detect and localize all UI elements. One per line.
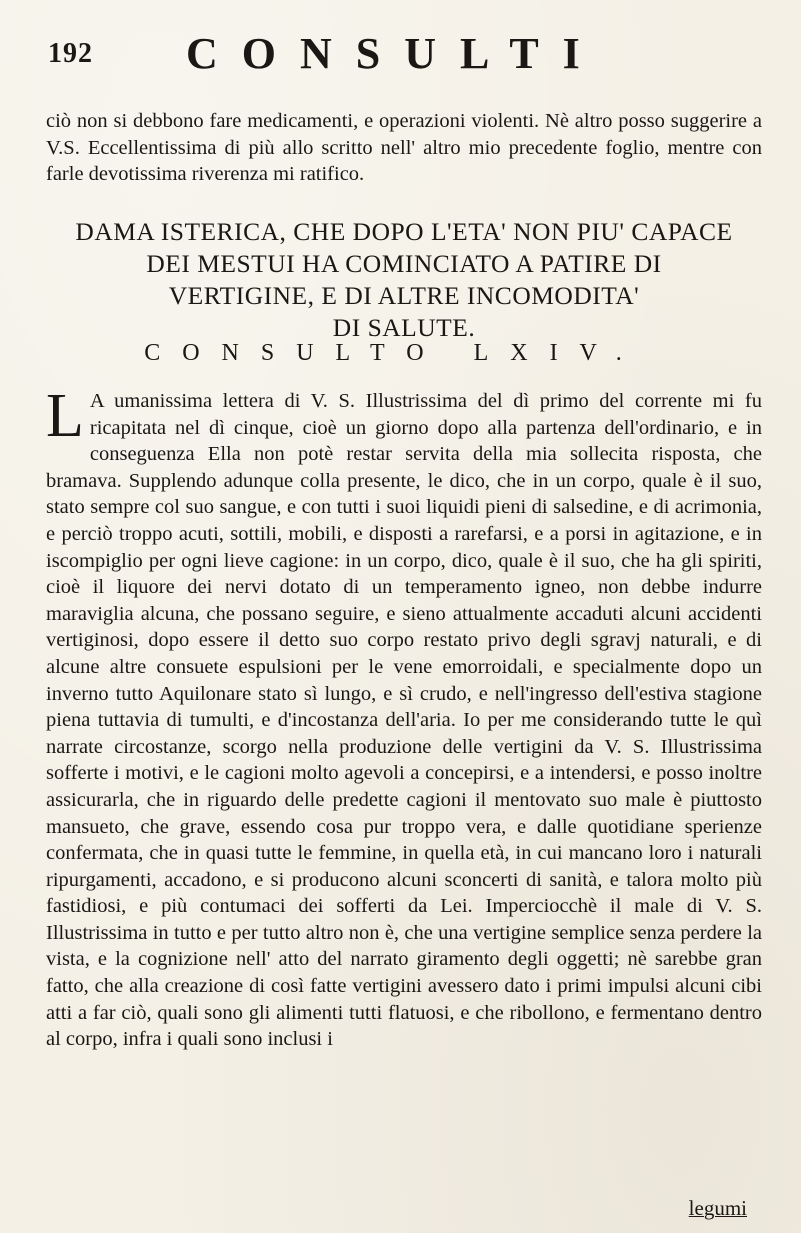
title-line-1: DAMA ISTERICA, CHE DOPO L'ETA' NON PIU' CAPACE xyxy=(75,217,733,246)
catchword: legumi xyxy=(688,1196,747,1220)
page-header xyxy=(36,22,765,82)
consulto-heading: CONSULTO LXIV. xyxy=(144,340,644,366)
body-paragraph xyxy=(46,382,762,1053)
title-line-3: VERTIGINE, E DI ALTRE INCOMODITA' xyxy=(168,281,640,310)
continued-paragraph: ciò non si debbono fare medicamenti, e operazioni violenti. Nè altro posso suggerire a V.S. Eccellentissima di più allo scritto nell' altro mio precedente foglio, mentre con farle devotissima riverenza mi ratifico. xyxy=(46,110,762,185)
page-number: 192 xyxy=(48,38,93,69)
body-text: A umanissima lettera di V. S. Illustrissima del dì primo del corrente mi fu ricapitata nel dì cinque, cioè un giorno dopo alla partenza dell'ordinario, e in conseguenza Ella non potè restar servita della mia sollecita risposta, che bramava. Supplendo adunque colla presente, le dico, che in un corpo, quale è il suo, stato sempre col suo sangue, e con tutti i suoi liquidi pieni di salsedine, e di acrimonia, e perciò troppo acuti, sottili, mobili, e disposti a rarefarsi, e a porsi in agitazione, e in iscompiglio per ogni lieve cagione: in un corpo, dico, quale è il suo, che ha gli spiriti, cioè il liquore dei nervi dotato di un temperamento igneo, non debbe indurre maraviglia alcuna, che possano seguire, e sieno attualmente accaduti alcuni accidenti vertiginosi, dopo essere il detto suo corpo restato privo degli sgravj naturali, e di alcune altre consuete espulsioni per le vene emorroidali, e specialmente dopo un inverno tutto Aquilonare stato sì lungo, e sì crudo, e nell'ingresso dell'estiva stagione piena tuttavia di tumulti, e d'incostanza dell'aria. Io per me considerando tutte le quì narrate circostanze, scorgo nella produzione delle vertigini da V. S. Illustrissima sofferte i motivi, e le cagioni molto agevoli a concepirsi, e a intendersi, e posso inoltre assicurarla, che in riguardo delle predette cagioni il mentovato suo male è piuttosto mansueto, che grave, essendo cosa pur troppo vera, e dalle quotidiane sperienze confermata, che in quasi tutte le femmine, in quella età, in cui mancano loro i naturali ripurgamenti, accadono, e si producono alcuni sconcerti di sanità, e talora molto più fastidiosi, e più contumaci dei sofferti da Lei. Imperciocchè il male di V. S. Illustrissima in tutto e per tutto altro non è, che una vertigine semplice senza perdere la vista, e la cognizione nell' atto del narrato giramento degli oggetti; nè sarebbe gran fatto, che alla creazione di così fatte vertigini avessero dato i primi impulsi alcuni cibi atti a far ciò, quali sono gli alimenti tutti flatuosi, e che ribollono, e fermentano dentro al corpo, infra i quali sono inclusi i xyxy=(46,390,762,1051)
title-line-2: DEI MESTUI HA COMINCIATO A PATIRE DI xyxy=(146,249,662,278)
title-line-4: DI SALUTE. xyxy=(332,313,476,342)
running-head: CONSULTI xyxy=(186,29,604,78)
drop-cap: L xyxy=(46,382,84,450)
section-title xyxy=(46,216,762,344)
